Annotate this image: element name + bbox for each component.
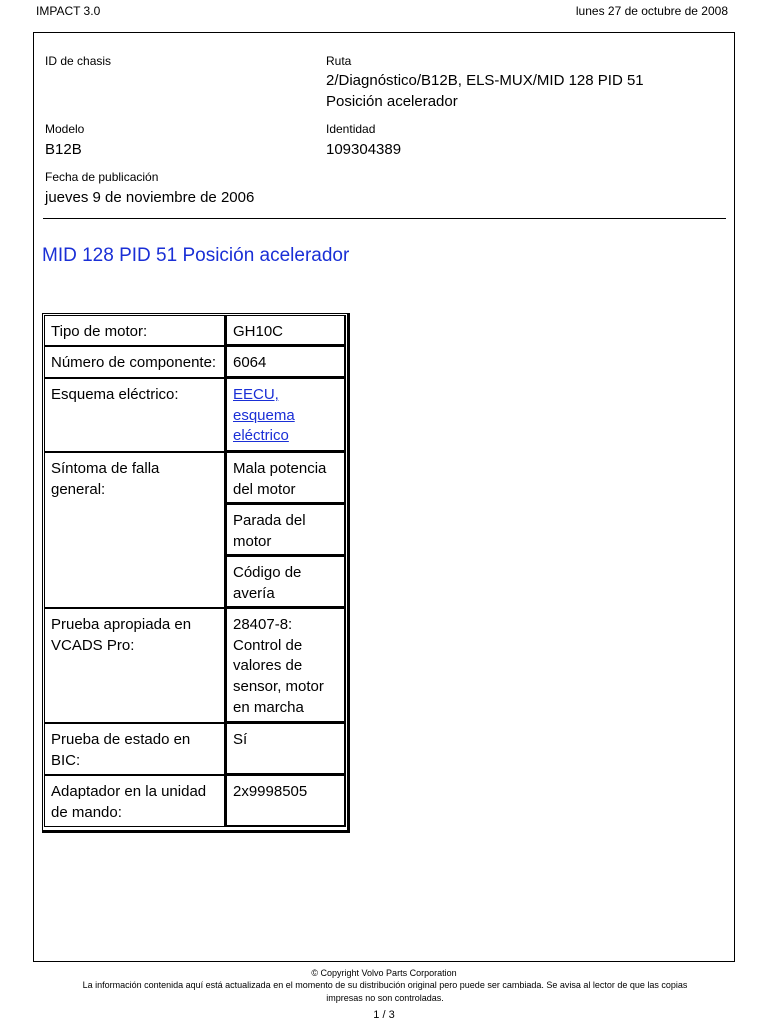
route-label: Ruta [326, 54, 352, 68]
vcads-test-value [226, 608, 346, 723]
table-row [44, 346, 346, 378]
vcads-test-label-line-1: Prueba apropiada en [51, 616, 192, 633]
copyright: © Copyright Volvo Parts Corporation [311, 968, 457, 978]
component-number-value: 6064 [226, 346, 346, 378]
symptom-value-3 [226, 556, 346, 608]
model-label: Modelo [45, 122, 85, 136]
route-line-1: 2/Diagnóstico/B12B, ELS-MUX/MID 128 PID 51 [326, 72, 644, 89]
table-row [44, 315, 346, 346]
document-title: MID 128 PID 51 Posición acelerador [42, 245, 350, 266]
adapter-label-line-2: de mando: [51, 803, 122, 821]
component-number-label: Número de componente: [44, 346, 226, 378]
symptom-1-line-2: del motor [233, 480, 296, 498]
identity-value: 109304389 [326, 141, 402, 158]
wiring-diagram-label: Esquema eléctrico: [44, 378, 226, 452]
table-row [44, 775, 346, 827]
symptom-label-line-2: general: [51, 480, 106, 498]
publication-date-value: jueves 9 de noviembre de 2006 [45, 189, 255, 206]
wiring-link-line-1: EECU, [233, 386, 279, 403]
symptom-2-line-2: motor [233, 532, 272, 550]
vcads-test-line-5: en marcha [233, 698, 304, 716]
vcads-test-line-1: 28407-8: [233, 616, 293, 633]
identity-label: Identidad [326, 122, 376, 136]
disclaimer-line-2: impresas no son controladas. [326, 993, 444, 1003]
wiring-link-line-3: eléctrico [233, 427, 289, 445]
app-name: IMPACT 3.0 [36, 4, 101, 18]
disclaimer [50, 979, 720, 1005]
engine-type-value: GH10C [226, 315, 346, 346]
disclaimer-line-1: La información contenida aquí está actualizada en el momento de su distribución original pero puede ser cambiada. Se avisa al lector de que las copias [82, 980, 688, 990]
adapter-label [44, 775, 226, 827]
engine-type-label: Tipo de motor: [44, 315, 226, 346]
symptom-2-line-1: Parada del [233, 512, 306, 529]
page-number: 1 / 3 [373, 1009, 395, 1021]
route-line-2: Posición acelerador [326, 93, 458, 110]
route-value [326, 70, 644, 112]
vcads-test-line-2: Control de [233, 636, 303, 654]
model-value: B12B [45, 141, 82, 158]
table-row [44, 378, 346, 452]
adapter-value: 2x9998505 [226, 775, 346, 827]
publication-date-label: Fecha de publicación [45, 170, 159, 184]
spec-table [44, 315, 346, 827]
adapter-label-line-1: Adaptador en la unidad [51, 783, 207, 800]
vcads-test-label [44, 608, 226, 723]
bic-test-label [44, 723, 226, 775]
vcads-test-line-4: sensor, motor [233, 678, 324, 696]
chassis-id-label: ID de chasis [45, 54, 112, 68]
spec-table-frame [42, 313, 350, 833]
table-row [44, 452, 346, 504]
print-date: lunes 27 de octubre de 2008 [575, 4, 728, 18]
table-row [44, 608, 346, 723]
bic-test-label-line-2: BIC: [51, 751, 81, 769]
symptom-3-line-1: Código de [233, 564, 302, 581]
symptom-value-1 [226, 452, 346, 504]
wiring-diagram-cell [226, 378, 346, 452]
header-divider [43, 218, 726, 219]
symptom-label [44, 452, 226, 608]
vcads-test-label-line-2: VCADS Pro: [51, 636, 135, 654]
symptom-value-2 [226, 504, 346, 556]
bic-test-label-line-1: Prueba de estado en [51, 731, 191, 748]
wiring-link-line-2: esquema [233, 406, 295, 424]
table-row [44, 723, 346, 775]
vcads-test-line-3: valores de [233, 657, 303, 675]
wiring-diagram-link[interactable] [233, 386, 295, 444]
symptom-1-line-1: Mala potencia [233, 460, 327, 477]
bic-test-value: Sí [226, 723, 346, 775]
symptom-label-line-1: Síntoma de falla [51, 460, 160, 477]
symptom-3-line-2: avería [233, 584, 275, 602]
